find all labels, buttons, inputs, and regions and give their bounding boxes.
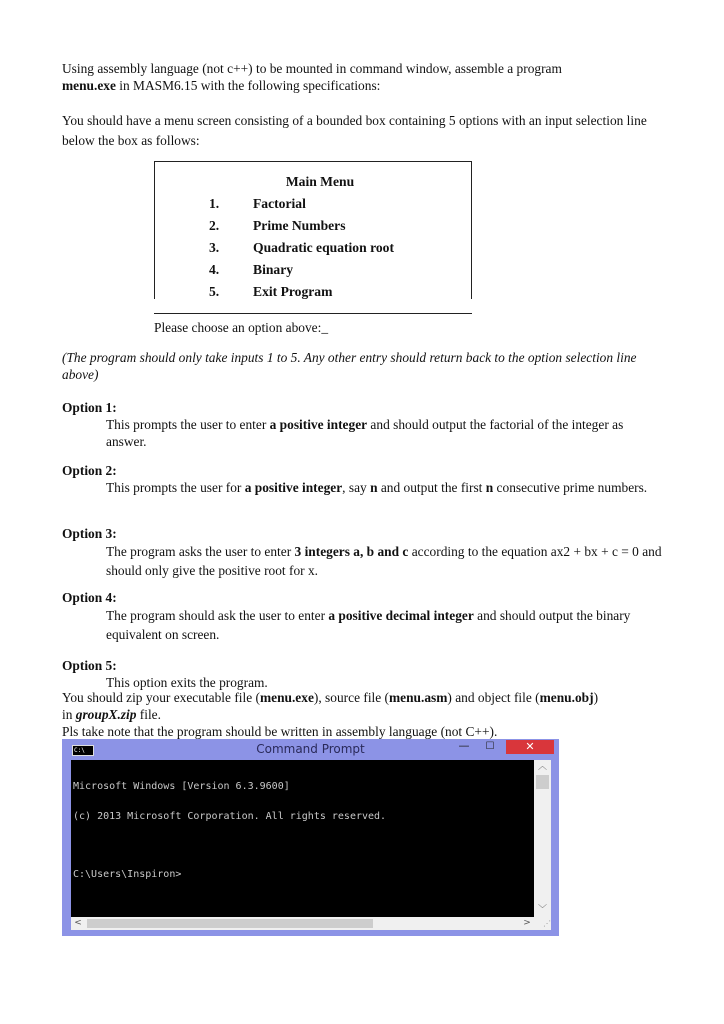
option-text: and should output the factorial of the integer as answer. (106, 417, 624, 449)
close-icon[interactable]: ✕ (506, 740, 554, 754)
tail-text: ) and object file ( (447, 690, 540, 705)
option-text: according to the equation ax2 + bx + c = 0 and should only give the positive root for x. (106, 544, 662, 578)
scroll-down-icon[interactable]: ﹀ (537, 905, 547, 915)
language-note: Pls take note that the program should be written in assembly language (not C++). (62, 724, 498, 739)
option-prompt: Please choose an option above:_ (154, 320, 329, 335)
option-3-section (62, 525, 662, 580)
option-bold: a positive integer (244, 480, 343, 495)
menu-item-number: 1. (209, 196, 220, 211)
main-menu-box (154, 161, 472, 299)
intro (62, 60, 662, 169)
intro-paragraph-2: You should have a menu screen consisting of a bounded box containing 5 options with an input selection line below the box as follows: (62, 113, 647, 148)
option-text: and output the first (377, 480, 486, 495)
option-bold: a positive integer (269, 417, 368, 432)
option-1-heading: Option 1: (62, 400, 117, 415)
menu-item-number: 4. (209, 262, 220, 277)
menu-item-label: Factorial (253, 196, 306, 211)
console-line: Microsoft Windows [Version 6.3.9600] (73, 781, 290, 792)
intro-text-rest: in MASM6.15 with the following specifications: (115, 78, 381, 93)
tail-text: in (62, 707, 76, 722)
option-bold: a positive decimal integer (328, 608, 474, 623)
console-prompt: C:\Users\Inspiron> (73, 869, 182, 880)
zip-instruction (62, 689, 662, 706)
menu-item-number: 2. (209, 218, 220, 233)
maximize-icon[interactable]: ☐ (485, 741, 495, 752)
option-bold: n (370, 480, 378, 495)
option-3-body (62, 542, 662, 580)
option-4-section (62, 589, 662, 644)
option-text: This prompts the user for (106, 480, 245, 495)
menu-item (209, 261, 293, 278)
option-bold: 3 integers a, b and c (294, 544, 409, 559)
submission-instructions (62, 689, 662, 740)
intro-text: Using assembly language (not c++) to be mounted in command window, assemble a program (62, 61, 562, 76)
option-bold: n (485, 480, 494, 495)
menu-item-number: 3. (209, 240, 220, 255)
console-line: (c) 2013 Microsoft Corporation. All rights reserved. (73, 811, 387, 822)
console-output[interactable] (71, 760, 534, 917)
option-3-heading: Option 3: (62, 526, 117, 541)
option-2-section (62, 462, 662, 496)
scroll-left-icon[interactable]: < (74, 918, 82, 928)
tail-text: You should zip your executable file ( (62, 690, 260, 705)
menu-item (209, 195, 306, 212)
tail-text: file. (136, 707, 161, 722)
input-note: (The program should only take inputs 1 to 5. Any other entry should return back to the option selection line above) (62, 350, 637, 382)
cmd-app-icon: C:\ (72, 745, 94, 756)
option-text: and should output the binary equivalent on screen. (106, 608, 631, 642)
option-text: The program should ask the user to enter (106, 608, 329, 623)
option-text: The program asks the user to enter (106, 544, 295, 559)
command-prompt-window[interactable] (62, 739, 559, 936)
zip-name-line (62, 706, 662, 723)
window-title: Command Prompt (256, 742, 365, 756)
option-4-heading: Option 4: (62, 590, 117, 605)
menu-item (209, 283, 332, 300)
menu-item (209, 239, 394, 256)
tail-text: ) (593, 690, 599, 705)
vertical-scroll-thumb[interactable] (536, 775, 549, 789)
zip-file-name: groupX.zip (75, 707, 137, 722)
option-text: , say (342, 480, 371, 495)
option-text: consecutive prime numbers. (493, 480, 648, 495)
program-name: menu.exe (62, 78, 116, 93)
menu-item-label: Binary (253, 262, 294, 277)
tail-text: ), source file ( (313, 690, 390, 705)
menu-item (209, 217, 346, 234)
file-name: menu.obj (539, 690, 594, 705)
option-1-section (62, 399, 662, 450)
file-name: menu.exe (259, 690, 314, 705)
option-5-heading: Option 5: (62, 658, 117, 673)
option-text: This prompts the user to enter (106, 417, 270, 432)
scroll-right-icon[interactable]: > (523, 918, 531, 928)
option-2-body (62, 479, 662, 496)
menu-item-label: Quadratic equation root (253, 240, 394, 255)
menu-divider (154, 313, 472, 314)
minimize-icon[interactable]: — (458, 739, 470, 752)
file-name: menu.asm (389, 690, 448, 705)
option-5-section (62, 657, 662, 691)
menu-item-label: Prime Numbers (253, 218, 346, 233)
menu-item-label: Exit Program (253, 284, 333, 299)
menu-title: Main Menu (285, 174, 355, 189)
option-4-body (62, 606, 662, 644)
option-2-heading: Option 2: (62, 463, 117, 478)
scroll-up-icon[interactable]: ︿ (537, 762, 547, 772)
option-5-body: This option exits the program. (106, 675, 268, 690)
resize-grip-icon[interactable]: ⋰ (534, 917, 551, 930)
vertical-scrollbar[interactable] (534, 760, 551, 917)
window-title-bar[interactable] (62, 739, 559, 759)
option-1-body (62, 416, 662, 450)
menu-item-number: 5. (209, 284, 220, 299)
horizontal-scroll-thumb[interactable] (87, 919, 373, 928)
horizontal-scrollbar[interactable] (71, 917, 534, 930)
intro-paragraph-1 (62, 60, 662, 94)
